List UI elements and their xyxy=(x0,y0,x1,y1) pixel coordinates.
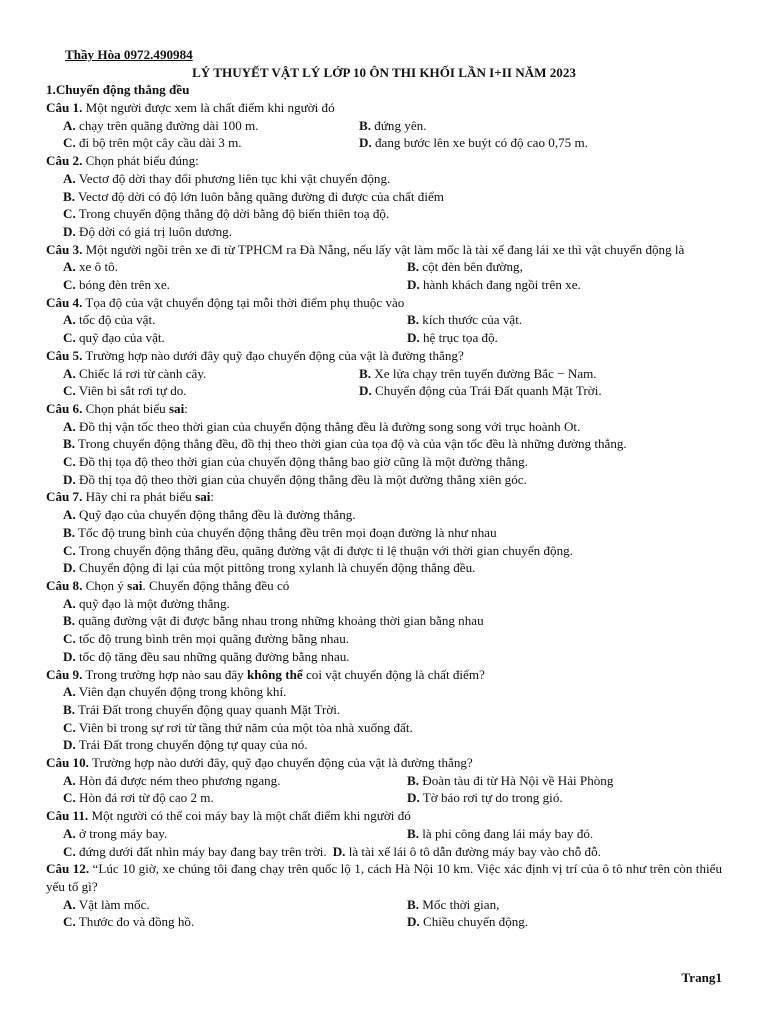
answer-text: Tốc độ trung bình của chuyển động thẳng đều trên mọi đoạn đường là như nhau xyxy=(75,524,497,540)
answer-text: Đồ thị vận tốc theo thời gian của chuyển động thẳng đều là đường song song với trục hoành Ot. xyxy=(75,418,581,434)
answer-option xyxy=(407,329,498,347)
answer-text: xe ô tô. xyxy=(75,259,118,275)
answer-letter: C. xyxy=(63,277,76,293)
question-text: “Lúc 10 giờ, xe chúng tôi đang chạy trên quốc lộ 1, cách Hà Nội 10 km. Việc xác định vị trí của ô tô như trên còn thiếu yếu tố gì? xyxy=(46,861,722,894)
answer-text: đứng yên. xyxy=(371,117,427,133)
answer-text: cột đèn bên đường, xyxy=(419,259,523,275)
answer-letter: D. xyxy=(63,223,76,239)
answer-letter: B. xyxy=(359,117,372,133)
answer-option xyxy=(333,843,601,861)
answer-letter: D. xyxy=(407,914,420,930)
answer-letter: B. xyxy=(63,613,76,629)
answer-row xyxy=(46,896,722,914)
answer-letter: D. xyxy=(359,135,372,151)
answer-option xyxy=(359,134,588,152)
question-text: Tọa độ của vật chuyển động tại mỗi thời điểm phụ thuộc vào xyxy=(82,294,405,310)
answer-option xyxy=(63,825,407,843)
answer-text: đi bộ trên một cây cầu dài 3 m. xyxy=(75,135,242,151)
question-text: Một người có thể coi máy bay là một chất điểm khi người đó xyxy=(88,808,411,824)
question-text: Một người được xem là chất điểm khi người đó xyxy=(82,100,335,115)
answer-text: hành khách đang ngồi trên xe. xyxy=(419,277,581,293)
question-stem xyxy=(46,99,722,117)
question-stem xyxy=(46,152,722,170)
answer-option xyxy=(407,896,499,914)
answer-text: là phi công đang lái máy bay đó. xyxy=(419,825,594,841)
question-number: Câu 12. xyxy=(46,861,90,877)
answer-row xyxy=(46,843,722,861)
answer-option xyxy=(63,382,359,400)
answer-option xyxy=(46,683,722,701)
answer-letter: B. xyxy=(63,701,76,717)
question-number: Câu 1. xyxy=(46,100,83,115)
answer-option xyxy=(46,630,722,648)
answer-letter: A. xyxy=(63,312,76,328)
answer-letter: C. xyxy=(63,631,76,647)
answer-option xyxy=(46,188,722,206)
question-text: Hãy chỉ ra phát biểu xyxy=(82,489,196,505)
answer-option xyxy=(46,559,722,577)
answer-letter: A. xyxy=(63,507,76,523)
answer-letter: A. xyxy=(63,825,76,841)
answer-text: Đồ thị tọa độ theo thời gian của chuyển động thẳng bao giờ cũng là một đường thẳng. xyxy=(75,454,528,470)
answer-text: kích thước của vật. xyxy=(419,312,523,328)
answer-text: chạy trên quãng đường dài 100 m. xyxy=(75,117,259,133)
question-stem xyxy=(46,754,722,772)
answer-option xyxy=(46,205,722,223)
answer-row xyxy=(46,825,722,843)
answer-option xyxy=(407,276,581,294)
answer-text: Trái Đất trong chuyển động tự quay của nó. xyxy=(75,737,308,753)
answer-option xyxy=(359,382,602,400)
answer-option xyxy=(46,612,722,630)
answer-text: Chuyển động của Trái Đất quanh Mặt Trời. xyxy=(371,383,602,399)
page-title: LÝ THUYẾT VẬT LÝ LỚP 10 ÔN THI KHỐI LẦN I+II NĂM 2023 xyxy=(192,65,576,80)
answer-option xyxy=(46,170,722,188)
answer-text: Chiếc lá rơi từ cành cây. xyxy=(75,365,207,381)
answer-letter: B. xyxy=(407,259,420,275)
question-stem xyxy=(46,666,722,684)
question-number: Câu 11. xyxy=(46,808,89,824)
question-number: Câu 5. xyxy=(46,347,83,363)
answer-row xyxy=(46,329,722,347)
question-stem xyxy=(46,294,722,312)
question-stem xyxy=(46,577,722,595)
answer-row xyxy=(46,311,722,329)
answer-text: Quỹ đạo của chuyển động thẳng đều là đường thẳng. xyxy=(75,507,356,523)
question-number: Câu 2. xyxy=(46,153,83,169)
answer-text: quỹ đạo là một đường thẳng. xyxy=(75,595,230,611)
answer-text: ở trong máy bay. xyxy=(75,825,168,841)
answer-letter: B. xyxy=(63,436,76,452)
answer-letter: B. xyxy=(407,825,420,841)
answer-option xyxy=(46,736,722,754)
answer-letter: D. xyxy=(332,843,346,859)
answer-letter: C. xyxy=(63,454,76,470)
answer-option xyxy=(407,825,593,843)
answer-option xyxy=(407,789,563,807)
answer-letter: C. xyxy=(63,542,76,558)
answer-text: quỹ đạo của vật. xyxy=(75,330,165,346)
question-emphasis: sai xyxy=(168,400,185,416)
answer-option xyxy=(46,595,722,613)
question-text: Chọn phát biểu xyxy=(82,400,169,416)
question-number: Câu 7. xyxy=(46,489,83,505)
answer-letter: D. xyxy=(359,383,372,399)
answer-text: Chuyển động đi lại của một pittông trong xylanh là chuyển động thẳng đều. xyxy=(75,560,476,576)
question-text-tail: . Chuyển động thẳng đều có xyxy=(142,577,290,593)
answer-option xyxy=(63,258,407,276)
answer-letter: B. xyxy=(407,896,420,912)
answer-letter: B. xyxy=(407,312,420,328)
answer-row xyxy=(46,134,722,152)
answer-option xyxy=(46,542,722,560)
question-number: Câu 6. xyxy=(46,400,83,416)
answer-option xyxy=(407,913,528,931)
answer-letter: A. xyxy=(63,896,76,912)
answer-text: Xe lửa chạy trên tuyến đường Bắc − Nam. xyxy=(371,365,597,381)
answer-row xyxy=(46,789,722,807)
question-list xyxy=(46,99,722,931)
answer-text: Trong chuyển động thẳng độ dời bằng độ biến thiên toạ độ. xyxy=(75,206,390,222)
answer-option xyxy=(63,276,407,294)
answer-letter: B. xyxy=(63,188,76,204)
answer-text: Viên đạn chuyển động trong không khí. xyxy=(75,684,287,700)
question-emphasis: sai xyxy=(195,489,211,505)
answer-letter: D. xyxy=(407,330,420,346)
answer-letter: B. xyxy=(359,365,372,381)
answer-option xyxy=(46,435,722,453)
answer-option xyxy=(46,471,722,489)
answer-text: Trong chuyển động thẳng đều, đồ thị theo thời gian của tọa độ và của vận tốc đều là những đường thẳng. xyxy=(75,436,627,452)
answer-letter: D. xyxy=(63,648,76,664)
answer-option xyxy=(63,365,359,383)
answer-option xyxy=(46,418,722,436)
answer-row xyxy=(46,772,722,790)
question-text: Một người ngồi trên xe đi từ TPHCM ra Đà Nẵng, nếu lấy vật làm mốc là tài xế đang lái xe thì vật chuyển động là xyxy=(82,241,685,257)
answer-text: hệ trục tọa độ. xyxy=(419,330,498,346)
answer-text: bóng đèn trên xe. xyxy=(75,277,170,293)
section-heading: 1.Chuyển động thẳng đều xyxy=(46,82,190,97)
author-header: Thầy Hòa 0972.490984 xyxy=(65,47,193,62)
answer-text: Vectơ độ dời có độ lớn luôn bằng quãng đường đi được của chất điểm xyxy=(75,188,444,204)
answer-letter: D. xyxy=(63,560,76,576)
answer-row xyxy=(46,913,722,931)
answer-text: Thước đo và đồng hồ. xyxy=(75,914,195,930)
question-text: Chọn ý xyxy=(82,577,128,593)
answer-letter: A. xyxy=(63,418,76,434)
answer-text: Vectơ độ dời thay đổi phương liên tục khi vật chuyển động. xyxy=(75,170,391,186)
answer-letter: A. xyxy=(63,170,76,186)
question-text-tail: coi vật chuyển động là chất điểm? xyxy=(302,666,485,682)
question-text: Chọn phát biểu đúng: xyxy=(82,153,199,169)
answer-option xyxy=(46,701,722,719)
answer-letter: D. xyxy=(63,737,76,753)
question-stem xyxy=(46,807,722,825)
answer-option xyxy=(63,311,407,329)
question-number: Câu 8. xyxy=(46,577,83,593)
answer-option xyxy=(407,258,523,276)
answer-text: Tờ báo rơi tự do trong gió. xyxy=(419,790,563,806)
answer-letter: A. xyxy=(63,595,76,611)
page-number: Trang1 xyxy=(681,970,722,985)
answer-option xyxy=(46,719,722,737)
answer-row xyxy=(46,258,722,276)
question-emphasis: sai xyxy=(127,577,143,593)
answer-letter: C. xyxy=(63,914,76,930)
answer-text: Trong chuyển động thẳng đều, quãng đường vật đi được tỉ lệ thuận với thời gian chuyển động. xyxy=(75,542,573,558)
answer-option xyxy=(63,772,407,790)
answer-letter: D. xyxy=(407,790,420,806)
answer-text: Chiều chuyển động. xyxy=(419,914,529,930)
answer-text: Mốc thời gian, xyxy=(419,896,500,912)
answer-option xyxy=(46,524,722,542)
answer-text: đứng dưới đất nhìn máy bay đang bay trên trời. xyxy=(75,843,327,859)
answer-letter: D. xyxy=(63,471,76,487)
answer-text: Hòn đá được ném theo phương ngang. xyxy=(75,772,281,788)
answer-text: Độ dời có giá trị luôn dương. xyxy=(75,223,232,239)
answer-option xyxy=(46,453,722,471)
answer-row xyxy=(46,276,722,294)
question-number: Câu 9. xyxy=(46,666,83,682)
answer-option xyxy=(407,772,613,790)
answer-text: Đồ thị tọa độ theo thời gian của chuyển động thẳng đều là một đường thẳng xiên góc. xyxy=(75,471,527,487)
question-text: Trường hợp nào dưới đây, quỹ đạo chuyển động của vật là đường thẳng? xyxy=(88,755,473,771)
answer-text: Đoàn tàu đi từ Hà Nội về Hải Phòng xyxy=(419,772,614,788)
answer-letter: C. xyxy=(63,330,76,346)
question-stem xyxy=(46,860,722,895)
question-stem xyxy=(46,241,722,259)
answer-text: tốc độ trung bình trên mọi quãng đường bằng nhau. xyxy=(75,631,350,647)
answer-row xyxy=(46,382,722,400)
answer-text: tốc độ tăng đều sau những quãng đường bằng nhau. xyxy=(75,648,350,664)
answer-text: Hòn đá rơi từ độ cao 2 m. xyxy=(75,790,214,806)
answer-option xyxy=(63,117,359,135)
question-stem xyxy=(46,347,722,365)
question-text-tail: : xyxy=(210,489,215,505)
answer-row xyxy=(46,365,722,383)
answer-option xyxy=(359,365,597,383)
answer-letter: C. xyxy=(63,135,76,151)
question-number: Câu 4. xyxy=(46,294,83,310)
answer-text: Viên bi trong sự rơi từ tầng thứ năm của một tòa nhà xuống đất. xyxy=(75,719,413,735)
answer-text: Trái Đất trong chuyển động quay quanh Mặt Trời. xyxy=(75,701,341,717)
answer-option xyxy=(63,329,407,347)
answer-letter: A. xyxy=(63,259,76,275)
question-text: Trong trường hợp nào sau đây xyxy=(82,666,248,682)
question-text: Trường hợp nào dưới đây quỹ đạo chuyển động của vật là đường thẳng? xyxy=(82,347,464,363)
answer-letter: C. xyxy=(63,790,76,806)
answer-text: Vật làm mốc. xyxy=(75,896,150,912)
answer-text: Viên bi sắt rơi tự do. xyxy=(75,383,187,399)
question-stem xyxy=(46,400,722,418)
answer-letter: C. xyxy=(63,719,76,735)
answer-option xyxy=(46,506,722,524)
answer-option xyxy=(63,913,407,931)
question-emphasis: không thể xyxy=(247,666,303,682)
answer-letter: A. xyxy=(63,772,76,788)
answer-option xyxy=(63,134,359,152)
answer-letter: C. xyxy=(63,383,76,399)
answer-text: là tài xế lái ô tô dẫn đường máy bay vào chỗ đỗ. xyxy=(345,843,601,859)
answer-text: quãng đường vật đi được bằng nhau trong những khoảng thời gian bằng nhau xyxy=(75,613,484,629)
answer-option xyxy=(63,843,327,861)
answer-letter: A. xyxy=(63,117,76,133)
answer-letter: C. xyxy=(63,206,76,222)
answer-option xyxy=(359,117,426,135)
question-number: Câu 10. xyxy=(46,755,89,771)
answer-letter: A. xyxy=(63,365,76,381)
answer-option xyxy=(407,311,522,329)
answer-row xyxy=(46,117,722,135)
question-number: Câu 3. xyxy=(46,241,83,257)
answer-option xyxy=(63,896,407,914)
answer-option xyxy=(46,648,722,666)
answer-text: tốc độ của vật. xyxy=(75,312,156,328)
answer-letter: A. xyxy=(63,684,76,700)
question-text-tail: : xyxy=(184,400,188,416)
answer-letter: B. xyxy=(407,772,420,788)
answer-option xyxy=(46,223,722,241)
answer-letter: D. xyxy=(407,277,420,293)
answer-option xyxy=(63,789,407,807)
answer-text: đang bước lên xe buýt có độ cao 0,75 m. xyxy=(371,135,588,151)
answer-letter: B. xyxy=(63,524,76,540)
answer-letter: C. xyxy=(63,843,76,859)
question-stem xyxy=(46,488,722,506)
